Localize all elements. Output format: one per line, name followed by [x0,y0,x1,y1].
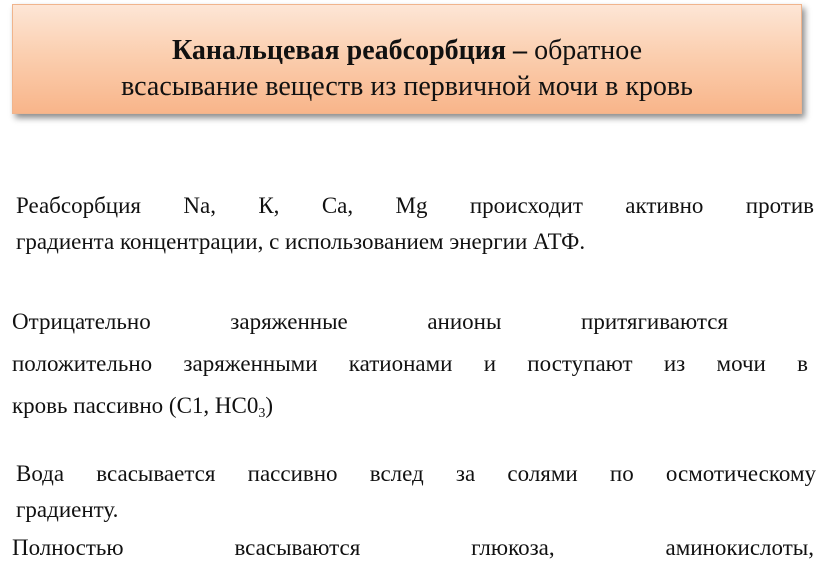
paragraph-line: градиента концентрации, с использованием энергии АТФ. [16,229,586,254]
paragraph-line [12,385,808,435]
paragraph-anions [12,301,808,435]
paragraph-text: ) [265,393,274,418]
title-line-1 [13,33,801,69]
paragraph-glucose [12,530,814,566]
paragraph-line: Вода всасывается пассивно вслед за солями по осмотическому [16,461,816,486]
paragraph-text: кровь пассивно (С1, НС0 [12,393,259,418]
paragraph-active-reabsorption [16,188,814,260]
subscript-text: 3 [258,406,266,421]
paragraph-line: Отрицательно заряженные анионы притягиваются [12,309,728,334]
paragraph-line: градиенту. [16,497,119,522]
paragraph-line: Полностью всасываются глюкоза, аминокислоты, [12,535,814,560]
title-rest-text: обратное [527,35,643,66]
title-line-2: всасывание веществ из первичной мочи в кровь [121,71,693,102]
paragraph-line: Реабсорбция Na, К, Са, Mg происходит активно против [16,193,814,218]
title-banner [12,4,802,114]
paragraph-line: положительно заряженными катионами и поступают из мочи в [12,351,808,376]
paragraph-water [16,456,816,528]
title-bold-text: Канальцевая реабсорбция – [171,35,528,66]
